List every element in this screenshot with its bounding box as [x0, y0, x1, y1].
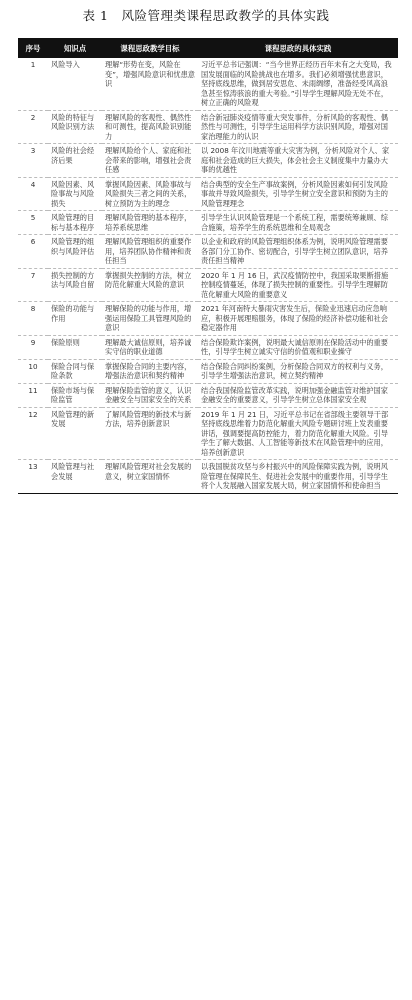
table-row	[18, 335, 398, 359]
row-point: 保险合同与保险条款	[48, 359, 102, 383]
row-num: 10	[18, 359, 48, 383]
row-goal: 理解风险给个人、家庭和社会带来的影响，增强社会责任感	[102, 144, 198, 178]
row-goal: 理解保险监管的意义，认识金融安全与国家安全的关系	[102, 383, 198, 407]
row-point: 风险管理的新发展	[48, 407, 102, 460]
table-body	[18, 58, 398, 493]
row-goal: 理解最大诚信原则，培养诚实守信的职业道德	[102, 335, 198, 359]
row-point: 风险的社会经济后果	[48, 144, 102, 178]
row-practice: 以 2008 年汶川地震等重大灾害为例，分析风险对个人、家庭和社会造成的巨大损失，体会社会主义制度集中力量办大事的优越性	[198, 144, 398, 178]
row-point: 保险的功能与作用	[48, 302, 102, 336]
table-row	[18, 407, 398, 460]
row-goal: 掌握风险因素、风险事故与风险损失三者之间的关系，树立预防为主的理念	[102, 177, 198, 211]
row-practice: 以我国脱贫攻坚与乡村振兴中的风险保障实践为例，说明风险管理在保障民生、促进社会发展中的重要作用，引导学生将个人发展融入国家发展大局，树立家国情怀和使命担当	[198, 460, 398, 494]
row-num: 3	[18, 144, 48, 178]
row-point: 损失控制的方法与风险自留	[48, 268, 102, 302]
row-goal: 了解风险管理的新技术与新方法，培养创新意识	[102, 407, 198, 460]
header-goal: 课程思政教学目标	[102, 40, 198, 58]
row-num: 8	[18, 302, 48, 336]
table-caption: 表 1 风险管理类课程思政教学的具体实践	[82, 8, 330, 23]
row-num: 13	[18, 460, 48, 494]
table-row	[18, 58, 398, 110]
table-header-row	[18, 40, 398, 58]
row-num: 4	[18, 177, 48, 211]
row-practice: 结合典型的安全生产事故案例，分析风险因素如何引发风险事故并导致风险损失，引导学生树立安全意识和预防为主的风险管理理念	[198, 177, 398, 211]
row-goal: 理解风险的客观性、偶然性和可测性，提高风险识别能力	[102, 110, 198, 144]
table-row	[18, 177, 398, 211]
row-num: 12	[18, 407, 48, 460]
row-point: 风险管理的目标与基本程序	[48, 211, 102, 235]
row-num: 9	[18, 335, 48, 359]
table-row	[18, 268, 398, 302]
row-point: 风险的特征与风险识别方法	[48, 110, 102, 144]
table-row	[18, 359, 398, 383]
row-practice: 结合新冠肺炎疫情等重大突发事件，分析风险的客观性、偶然性与可测性，引导学生运用科学方法识别风险，增强对国家治理能力的认识	[198, 110, 398, 144]
row-practice: 结合保险欺诈案例，说明最大诚信原则在保险活动中的重要性，引导学生树立诚实守信的价值观和职业操守	[198, 335, 398, 359]
row-practice: 2021 年河南特大暴雨灾害发生后，保险业迅速启动应急响应，积极开展理赔服务，体现了保险的经济补偿功能和社会稳定器作用	[198, 302, 398, 336]
header-practice: 课程思政的具体实践	[198, 40, 398, 58]
practice-table	[18, 40, 398, 494]
row-num: 1	[18, 58, 48, 110]
row-num: 11	[18, 383, 48, 407]
row-practice: 2019 年 1 月 21 日，习近平总书记在省部级主要领导干部坚持底线思维着力防范化解重大风险专题研讨班上发表重要讲话，强调要提高防控能力，着力防范化解重大风险。引导学生了解大数据、人工智能等新技术在风险管理中的应用，培养创新意识	[198, 407, 398, 460]
row-practice: 结合保险合同纠纷案例，分析保险合同双方的权利与义务，引导学生增强法治意识，树立契约精神	[198, 359, 398, 383]
row-practice: 以企业和政府的风险管理组织体系为例，说明风险管理需要各部门分工协作、密切配合，引导学生树立团队意识，培养责任担当精神	[198, 235, 398, 269]
table-row	[18, 110, 398, 144]
row-goal: 理解保险的功能与作用，增强运用保险工具管理风险的意识	[102, 302, 198, 336]
table-row	[18, 383, 398, 407]
table-row	[18, 211, 398, 235]
table-row	[18, 144, 398, 178]
row-num: 2	[18, 110, 48, 144]
row-goal: 理解风险管理组织的重要作用，培养团队协作精神和责任担当	[102, 235, 198, 269]
row-point: 风险导入	[48, 58, 102, 110]
header-num: 序号	[18, 40, 48, 58]
row-practice: 结合我国保险监管改革实践，说明加强金融监管对维护国家金融安全的重要意义，引导学生树立总体国家安全观	[198, 383, 398, 407]
table-row	[18, 460, 398, 494]
table-row	[18, 302, 398, 336]
row-point: 风险管理与社会发展	[48, 460, 102, 494]
row-num: 7	[18, 268, 48, 302]
row-goal: 理解风险管理对社会发展的意义，树立家国情怀	[102, 460, 198, 494]
row-point: 风险因素、风险事故与风险损失	[48, 177, 102, 211]
row-num: 6	[18, 235, 48, 269]
row-num: 5	[18, 211, 48, 235]
row-goal: 理解风险管理的基本程序，培养系统思维	[102, 211, 198, 235]
row-point: 保险市场与保险监管	[48, 383, 102, 407]
row-practice: 2020 年 1 月 16 日，武汉疫情防控中，我国采取果断措施控制疫情蔓延，体现了损失控制的重要性。引导学生理解防范化解重大风险的重要意义	[198, 268, 398, 302]
row-goal: 理解“形势在变，风险在变”，增强风险意识和忧患意识	[102, 58, 198, 110]
row-practice: 习近平总书记强调：“当今世界正经历百年未有之大变局，我国发展面临的风险挑战也在增多。我们必须增强忧患意识，坚持底线思维，做到居安思危、未雨绸缪，准备经受风高浪急甚至惊涛骇浪的重大考验。”引导学生理解风险无处不在，树立正确的风险观	[198, 58, 398, 110]
table-row	[18, 235, 398, 269]
header-point: 知识点	[48, 40, 102, 58]
row-goal: 掌握保险合同的主要内容，增强法治意识和契约精神	[102, 359, 198, 383]
row-point: 风险管理的组织与风险评估	[48, 235, 102, 269]
row-goal: 掌握损失控制的方法，树立防范化解重大风险的意识	[102, 268, 198, 302]
row-point: 保险原则	[48, 335, 102, 359]
row-practice: 引导学生认识风险管理是一个系统工程，需要统筹兼顾、综合施策，培养学生的系统思维和全局观念	[198, 211, 398, 235]
